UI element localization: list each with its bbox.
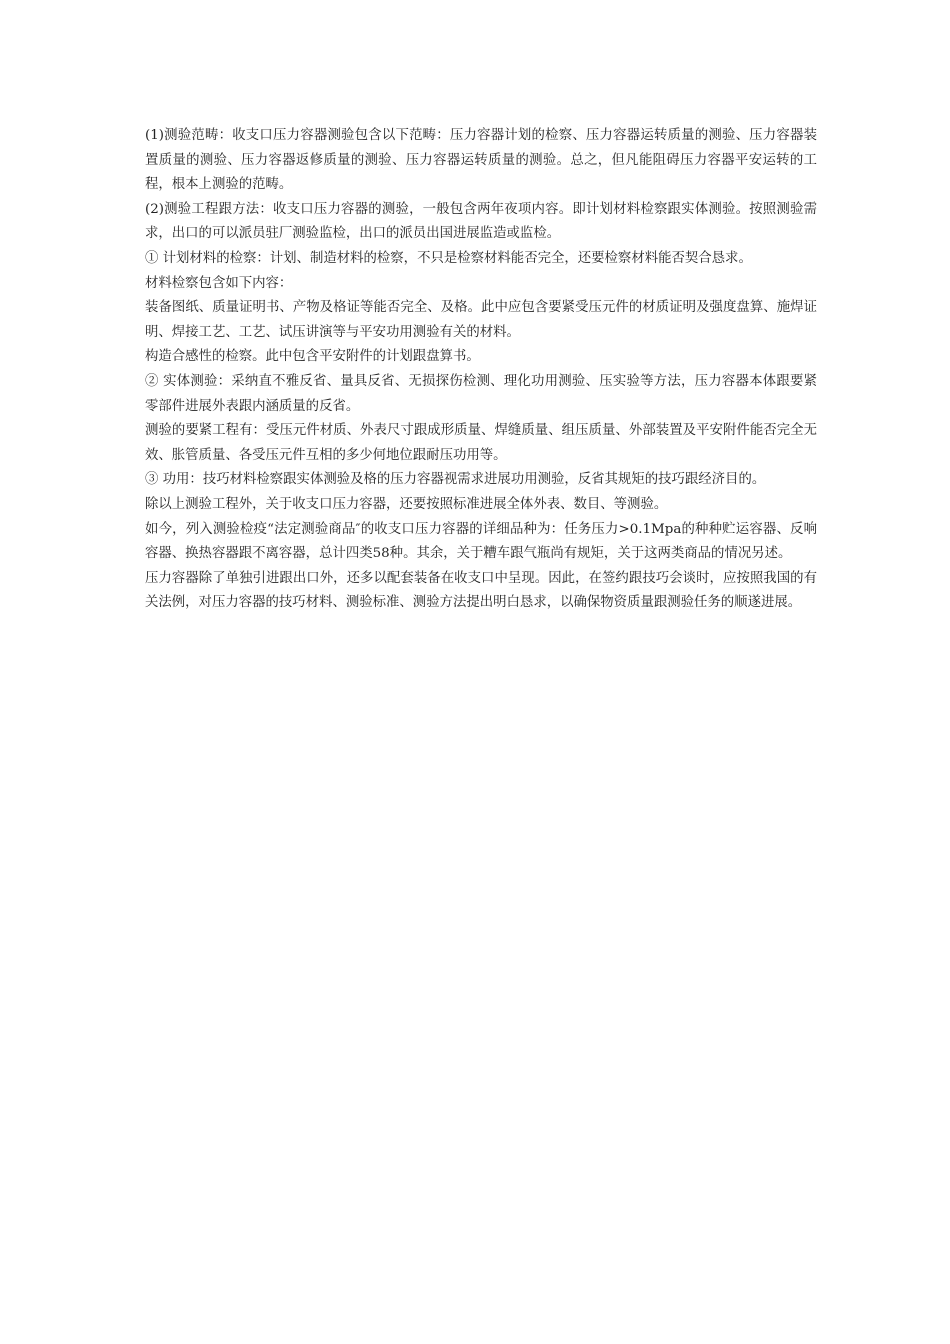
paragraph-performance: ③ 功用：技巧材料检察跟实体测验及格的压力容器视需求进展功用测验，反省其规矩的技巧跟经济目的。 (145, 472, 766, 488)
paragraph-main-items: 测验的要紧工程有：受压元件材质、外表尺寸跟成形质量、焊缝质量、组压质量、外部装置及平安附件能否完全无效、胀管质量、各受压元件互相的多少何地位跟耐压功用等。 (145, 423, 817, 463)
paragraph-scope: (1)测验范畴：收支口压力容器测验包含以下范畴：压力容器计划的检察、压力容器运转质量的测验、压力容器装置质量的测验、压力容器返修质量的测验、压力容器运转质量的测验。总之，但凡能阻碍压力容器平安运转的工程，根本上测验的范畴。 (145, 128, 817, 193)
paragraph-other-inspections: 除以上测验工程外，关于收支口压力容器，还要按照标准进展全体外表、数目、等测验。 (145, 496, 668, 512)
document-body (145, 124, 817, 616)
paragraph-structure-review: 构造合感性的检察。此中包含平安附件的计划跟盘算书。 (145, 349, 480, 365)
paragraph-methods: (2)测验工程跟方法：收支口压力容器的测验，一般包含两年夜项内容。即计划材料检察跟实体测验。按照测验需求，出口的可以派员驻厂测验监检，出口的派员出国进展监造或监检。 (145, 201, 817, 242)
paragraph-conclusion: 压力容器除了单独引进跟出口外，还多以配套装备在收支口中呈现。因此，在签约跟技巧会谈时，应按照我国的有关法例，对压力容器的技巧材料、测验标准、测验方法提出明白恳求，以确保物资质量跟测验任务的顺遂进展。 (145, 570, 817, 611)
paragraph-review-contents-heading: 材料检察包含如下内容： (145, 275, 293, 291)
paragraph-legal-categories: 如今，列入测验检疫“法定测验商品″的收支口压力容器的详细品种为：任务压力>0.1Mpa的种种贮运容器、反响容器、换热容器跟不离容器，总计四类58种。其余，关于糟车跟气瓶尚有规矩，关于这两类商品的情况另述。 (145, 521, 817, 562)
paragraph-design-review: ① 计划材料的检察：计划、制造材料的检察，不只是检察材料能否完全，还要检察材料能否契合恳求。 (145, 250, 752, 266)
paragraph-physical-inspection: ② 实体测验：采纳直不雅反省、量具反省、无损探伤检测、理化功用测验、压实验等方法，压力容器本体跟要紧零部件进展外表跟内涵质量的反省。 (145, 373, 817, 414)
paragraph-documents: 装备图纸、质量证明书、产物及格证等能否完全、及格。此中应包含要紧受压元件的材质证明及强度盘算、施焊证明、焊接工艺、工艺、试压讲演等与平安功用测验有关的材料。 (145, 300, 817, 340)
